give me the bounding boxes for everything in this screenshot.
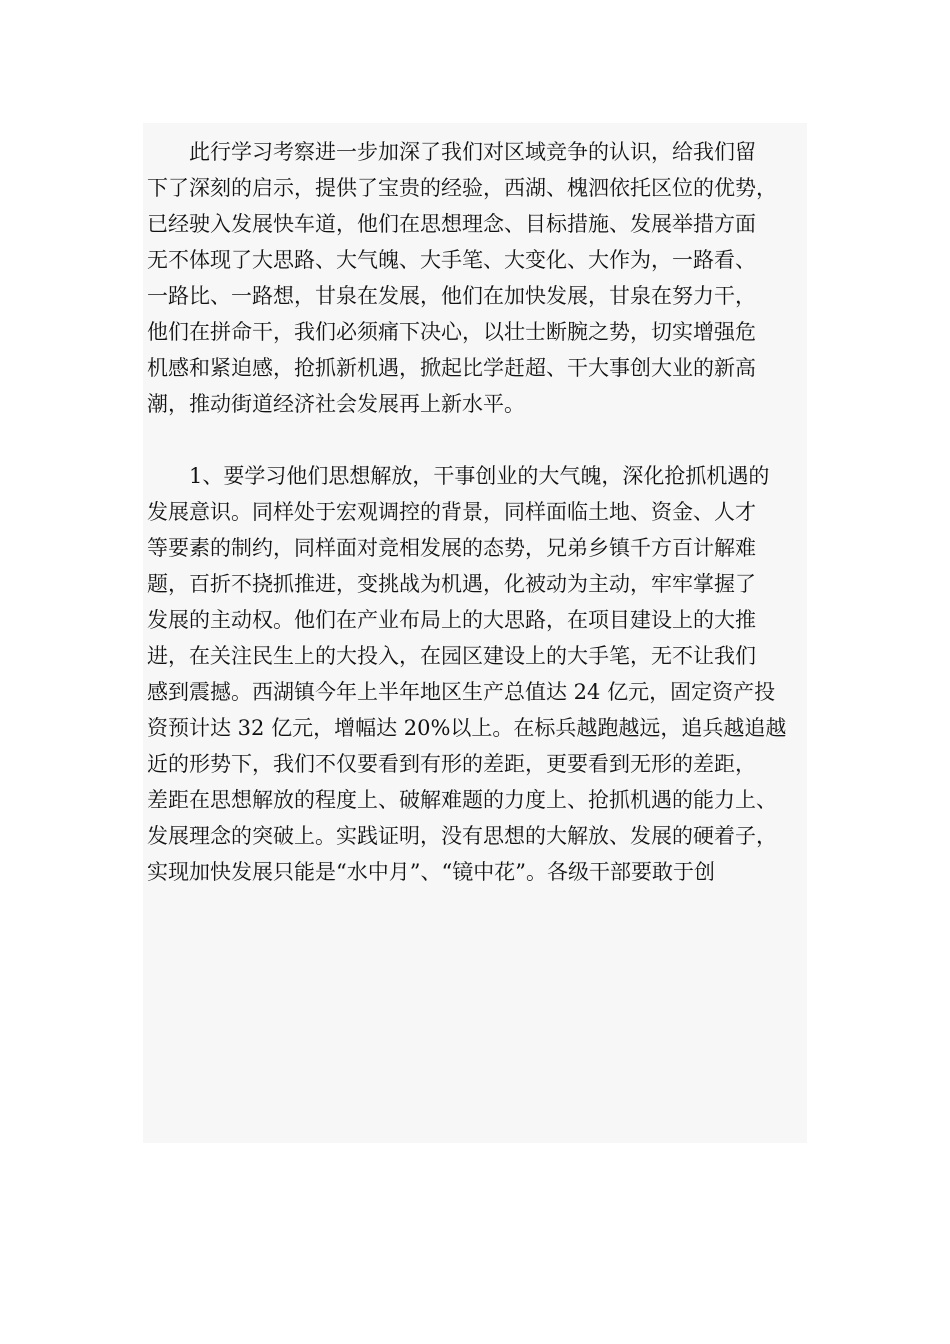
text-line: 感到震撼。西湖镇今年上半年地区生产总值达 24 亿元，固定资产投 (147, 680, 776, 704)
text-line: 近的形势下，我们不仅要看到有形的差距，更要看到无形的差距， (147, 752, 756, 776)
text-line: 1、要学习他们思想解放，干事创业的大气魄，深化抢抓机遇的 (147, 464, 770, 488)
text-line: 发展的主动权。他们在产业布局上的大思路，在项目建设上的大推 (147, 608, 756, 632)
paragraph-2 (147, 458, 813, 890)
text-line: 潮，推动街道经济社会发展再上新水平。 (147, 392, 525, 416)
text-line: 一路比、一路想，甘泉在发展，他们在加快发展，甘泉在努力干， (147, 284, 756, 308)
text-line: 已经驶入发展快车道，他们在思想理念、目标措施、发展举措方面 (147, 212, 756, 236)
text-line: 题，百折不挠抓推进，变挑战为机遇，化被动为主动，牢牢掌握了 (147, 572, 756, 596)
text-line: 他们在拼命干，我们必须痛下决心，以壮士断腕之势，切实增强危 (147, 320, 756, 344)
text-line: 无不体现了大思路、大气魄、大手笔、大变化、大作为，一路看、 (147, 248, 756, 272)
text-line: 差距在思想解放的程度上、破解难题的力度上、抢抓机遇的能力上、 (147, 788, 777, 812)
paragraph-spacer (147, 422, 813, 458)
text-line: 下了深刻的启示，提供了宝贵的经验，西湖、槐泗依托区位的优势， (147, 176, 777, 200)
text-line: 发展理念的突破上。实践证明，没有思想的大解放、发展的硬着子， (147, 824, 777, 848)
text-line: 等要素的制约，同样面对竞相发展的态势，兄弟乡镇千方百计解难 (147, 536, 756, 560)
text-line: 进，在关注民生上的大投入，在园区建设上的大手笔，无不让我们 (147, 644, 756, 668)
paragraph-1 (147, 134, 813, 422)
text-line: 发展意识。同样处于宏观调控的背景，同样面临土地、资金、人才 (147, 500, 756, 524)
text-line: 此行学习考察进一步加深了我们对区域竞争的认识，给我们留 (147, 140, 756, 164)
text-line: 资预计达 32 亿元，增幅达 20%以上。在标兵越跑越远，追兵越追越 (147, 716, 787, 740)
text-line: 实现加快发展只能是“水中月”、“镜中花”。各级干部要敢于创 (147, 860, 715, 884)
document-body (147, 134, 813, 890)
text-line: 机感和紧迫感，抢抓新机遇，掀起比学赶超、干大事创大业的新高 (147, 356, 756, 380)
